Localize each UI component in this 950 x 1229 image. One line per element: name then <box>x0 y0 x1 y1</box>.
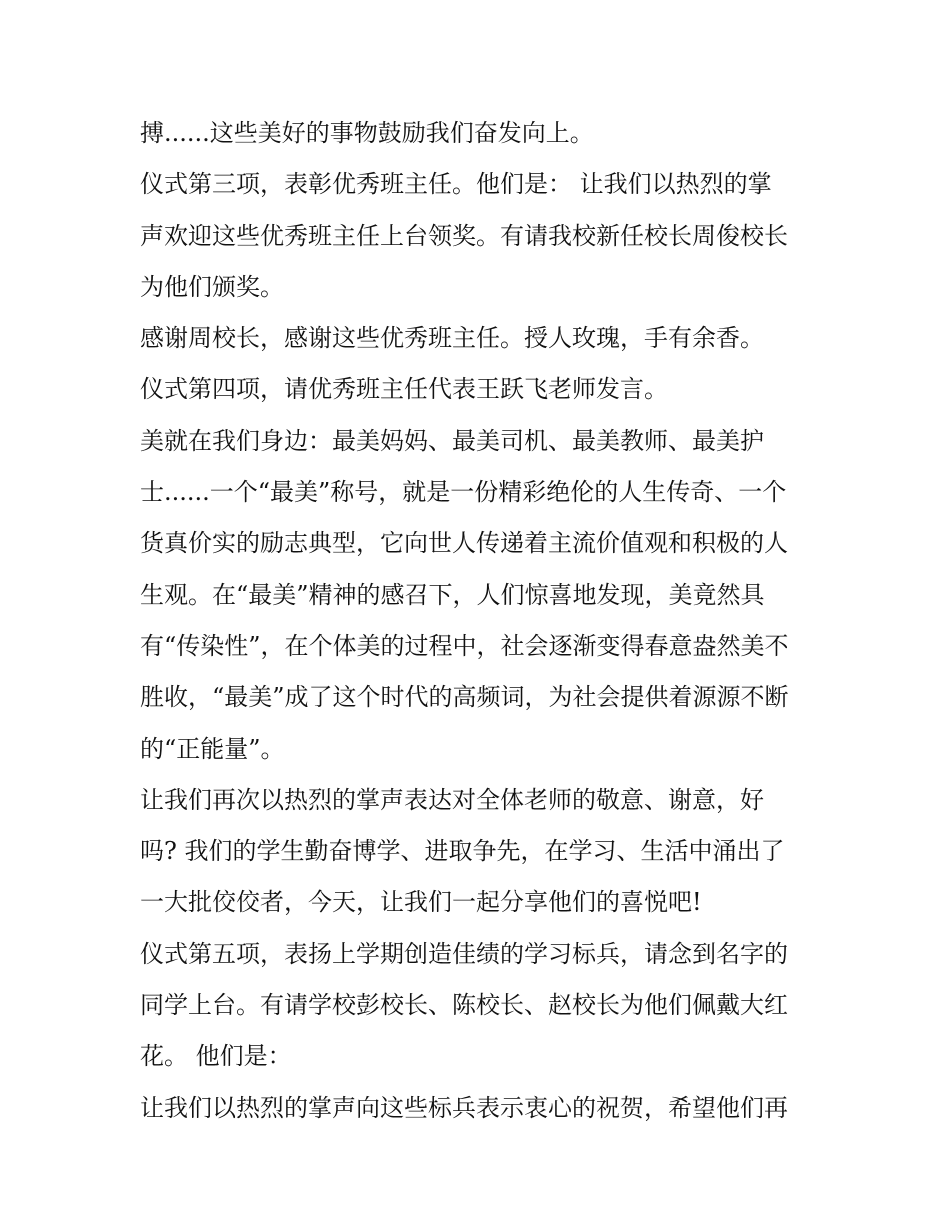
text-line: 搏......这些美好的事物鼓励我们奋发向上。 <box>140 119 594 147</box>
text-line: 为他们颁奖。 <box>140 272 284 301</box>
text-line: 让我们以热烈的掌声向这些标兵表示衷心的祝贺，希望他们再 <box>140 1093 788 1122</box>
text-line: 感谢周校长，感谢这些优秀班主任。授人玫瑰，手有余香。 <box>140 324 764 353</box>
text-line: 声欢迎这些优秀班主任上台领奖。有请我校新任校长周俊校长 <box>140 221 788 250</box>
text-line: 同学上台。有请学校彭校长、陈校长、赵校长为他们佩戴大红 <box>140 991 788 1020</box>
text-line: 有“传染性”，在个体美的过程中，社会逐渐变得春意盎然美不 <box>140 631 789 660</box>
text-line: 吗? 我们的学生勤奋博学、进取争先，在学习、生活中涌出了 <box>140 837 785 866</box>
text-line: 货真价实的励志典型，它向世人传递着主流价值观和积极的人 <box>140 529 788 558</box>
text-line: 一大批佼佼者，今天，让我们一起分享他们的喜悦吧! <box>140 888 702 917</box>
text-line: 生观。在“最美”精神的感召下，人们惊喜地发现，美竟然具 <box>140 580 765 609</box>
text-line: 胜收，“最美”成了这个时代的高频词，为社会提供着源源不断 <box>140 683 789 712</box>
text-line: 士......一个“最美”称号，就是一份精彩绝伦的人生传奇、一个 <box>140 478 787 507</box>
text-line: 仪式第四项，请优秀班主任代表王跃飞老师发言。 <box>140 375 668 404</box>
text-line: 的“正能量”。 <box>140 734 285 763</box>
text-line: 仪式第三项，表彰优秀班主任。他们是： 让我们以热烈的掌 <box>140 170 772 199</box>
text-line: 花。 他们是： <box>140 1042 292 1071</box>
text-line: 仪式第五项，表扬上学期创造佳绩的学习标兵，请念到名字的 <box>140 939 788 968</box>
text-line: 让我们再次以热烈的掌声表达对全体老师的敬意、谢意，好 <box>140 785 764 814</box>
body-text <box>140 108 820 1134</box>
text-line: 美就在我们身边：最美妈妈、最美司机、最美教师、最美护 <box>140 426 764 455</box>
